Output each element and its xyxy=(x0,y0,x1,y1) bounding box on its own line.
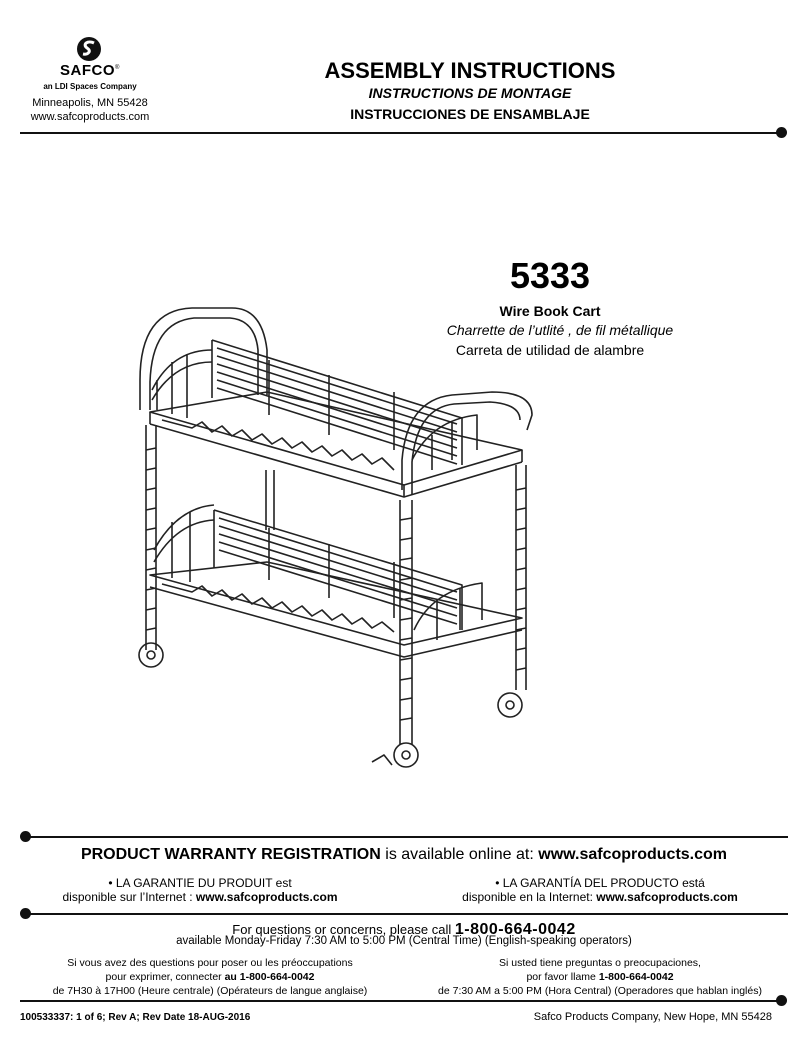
call-line: For questions or concerns, please call 1-800-664-0042 xyxy=(232,921,576,938)
warranty-spanish-url[interactable]: www.safcoproducts.com xyxy=(596,890,738,904)
warranty-spanish: • LA GARANTÍA DEL PRODUCTO está disponible en la Internet: www.safcoproducts.com xyxy=(462,876,738,904)
contact-divider xyxy=(26,913,788,915)
contact-french: Si vous avez des questions pour poser ou les préoccupations pour exprimer, connecter au 1-800-664-0042 de 7H30 à 17H00 (Heure centrale) (Opérateurs de langue anglaise) xyxy=(52,957,368,997)
top-divider xyxy=(20,132,782,134)
title-french: INSTRUCTIONS DE MONTAGE xyxy=(368,85,572,101)
warranty-french-url[interactable]: www.safcoproducts.com xyxy=(195,890,338,904)
safco-logo-icon xyxy=(76,36,102,62)
product-name-es: Carreta de utilidad de alambre xyxy=(455,342,645,358)
company-address: Safco Products Company, New Hope, MN 55428 xyxy=(533,1011,772,1023)
phone-number[interactable]: 1-800-664-0042 xyxy=(454,921,576,938)
wire-book-cart-illustration xyxy=(132,300,552,780)
call-hours: available Monday-Friday 7:30 AM to 5:00 PM (Central Time) (English-speaking operators) xyxy=(176,935,632,947)
warranty-url[interactable]: www.safcoproducts.com xyxy=(538,846,728,863)
title-spanish: INSTRUCCIONES DE ENSAMBLAJE xyxy=(350,106,590,122)
warranty-heading: PRODUCT WARRANTY REGISTRATION xyxy=(80,846,381,863)
contact-spanish: Si usted tiene preguntas o preocupaciones, por favor llame 1-800-664-0042 de 7:30 AM a 5:00 PM (Hora Central) (Operadores que hablan inglés) xyxy=(438,957,762,997)
brand-subtitle: an LDI Spaces Company xyxy=(43,82,137,91)
product-name-en: Wire Book Cart xyxy=(499,303,601,319)
warranty-registration-line: PRODUCT WARRANTY REGISTRATION is available online at: www.safcoproducts.com xyxy=(80,846,728,863)
warranty-french: • LA GARANTIE DU PRODUIT est disponible sur l’Internet : www.safcoproducts.com xyxy=(62,876,338,904)
document-id: 100533337: 1 of 6; Rev A; Rev Date 18-AUG-2016 xyxy=(20,1012,251,1023)
top-divider-dot xyxy=(776,127,787,138)
model-number: 5333 xyxy=(509,255,591,296)
footer-divider-dot xyxy=(776,995,787,1006)
warranty-divider xyxy=(26,836,788,838)
brand-name: SAFCO® xyxy=(60,62,120,79)
title-english: ASSEMBLY INSTRUCTIONS xyxy=(324,58,616,83)
company-city: Minneapolis, MN 55428 xyxy=(32,97,148,109)
footer-divider xyxy=(20,1000,782,1002)
company-website: www.safcoproducts.com xyxy=(30,111,150,123)
product-name-fr: Charrette de l’utlité , de fil métallique xyxy=(446,322,674,338)
